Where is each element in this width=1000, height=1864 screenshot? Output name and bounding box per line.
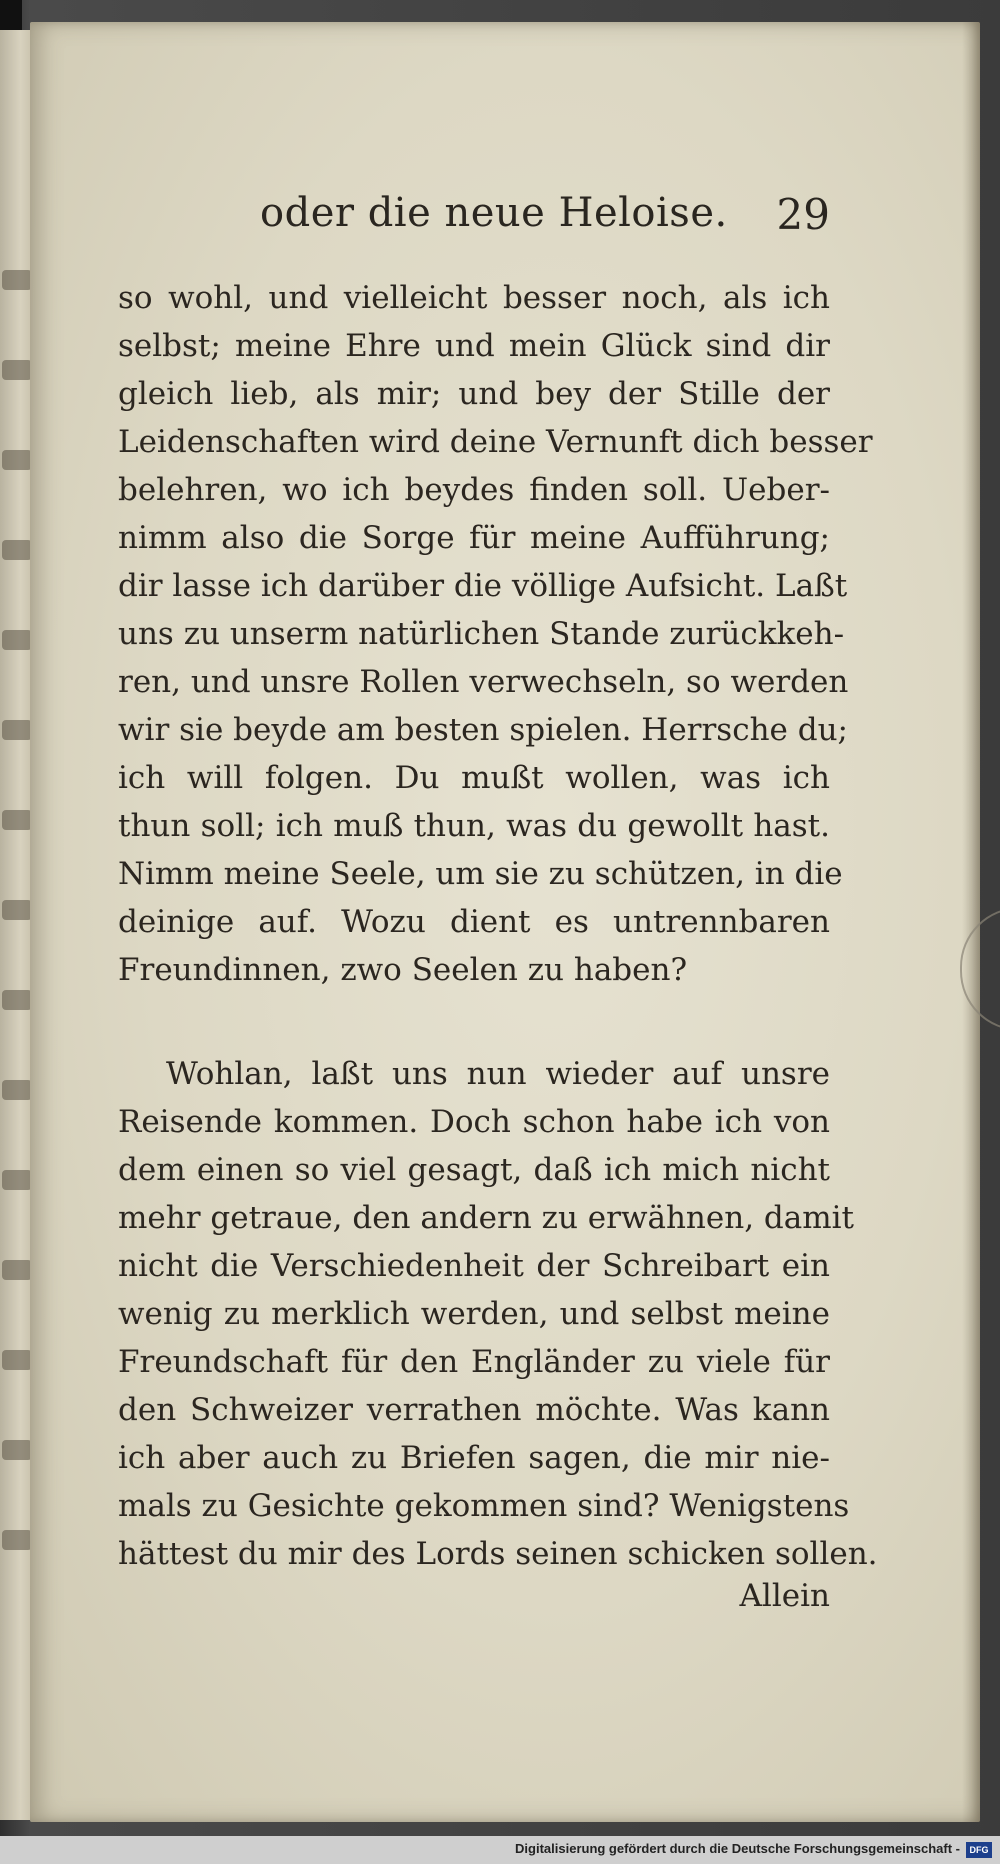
- text-line: nicht die Verschiedenheit der Schreibart ein: [118, 1248, 830, 1284]
- text-line: selbst; meine Ehre und mein Glück sind dir: [118, 328, 830, 364]
- text-line: Leidenschaften wird deine Vernunft dich besser: [118, 424, 873, 460]
- bleed-through-mark: [2, 630, 32, 650]
- text-line: dem einen so viel gesagt, daß ich mich nicht: [118, 1152, 830, 1188]
- running-header: [230, 190, 830, 250]
- bleed-through-mark: [2, 990, 32, 1010]
- text-line: dir lasse ich darüber die völlige Aufsicht. Laßt: [118, 568, 848, 604]
- funding-credit: Digitalisierung gefördert durch die Deutsche Forschungsgemeinschaft -: [515, 1841, 960, 1856]
- bleed-through-mark: [2, 810, 32, 830]
- text-line: Reisende kommen. Doch schon habe ich von: [118, 1104, 830, 1140]
- bleed-through-mark: [2, 1080, 32, 1100]
- text-line: gleich lieb, als mir; und bey der Stille der: [118, 376, 830, 412]
- text-line: uns zu unserm natürlichen Stande zurückkeh-: [118, 616, 845, 652]
- text-line: nimm also die Sorge für meine Aufführung;: [118, 520, 830, 556]
- bleed-through-mark: [2, 360, 32, 380]
- page-number: 29: [776, 190, 830, 239]
- bleed-through-mark: [2, 540, 32, 560]
- text-line: ich aber auch zu Briefen sagen, die mir nie-: [118, 1440, 830, 1476]
- text-line: thun soll; ich muß thun, was du gewollt hast.: [118, 808, 830, 844]
- text-line: wir sie beyde am besten spielen. Herrsche du;: [118, 712, 848, 748]
- text-line: wenig zu merklich werden, und selbst meine: [118, 1296, 830, 1332]
- bleed-through-mark: [2, 1530, 32, 1550]
- book-page: [30, 22, 980, 1822]
- text-line: Freundschaft für den Engländer zu viele für: [118, 1344, 830, 1380]
- bleed-through-mark: [2, 1170, 32, 1190]
- bleed-through-mark: [2, 720, 32, 740]
- body-text: [118, 274, 878, 1578]
- bleed-through-mark: [2, 270, 32, 290]
- text-line: den Schweizer verrathen möchte. Was kann: [118, 1392, 830, 1428]
- text-line: mals zu Gesichte gekommen sind? Wenigstens: [118, 1488, 850, 1524]
- bleed-through-mark: [2, 1440, 32, 1460]
- text-line: mehr getraue, den andern zu erwähnen, damit: [118, 1200, 855, 1236]
- text-line: hättest du mir des Lords seinen schicken sollen.: [118, 1536, 878, 1572]
- running-title: oder die neue Heloise.: [260, 190, 728, 236]
- text-line: belehren, wo ich beydes finden soll. Ueber-: [118, 472, 830, 508]
- text-line: Freundinnen, zwo Seelen zu haben?: [118, 952, 688, 988]
- text-line: Nimm meine Seele, um sie zu schützen, in die: [118, 856, 843, 892]
- bleed-through-mark: [2, 1350, 32, 1370]
- text-line: Wohlan, laßt uns nun wieder auf unsre: [166, 1056, 830, 1092]
- paragraph-break: [118, 994, 830, 1050]
- bleed-through-mark: [2, 1260, 32, 1280]
- text-line: ren, und unsre Rollen verwechseln, so werden: [118, 664, 849, 700]
- digitization-footer: [0, 1836, 1000, 1864]
- bleed-through-mark: [2, 450, 32, 470]
- dfg-logo: DFG: [966, 1842, 992, 1858]
- text-line: so wohl, und vielleicht besser noch, als ich: [118, 280, 830, 316]
- bleed-through-mark: [2, 900, 32, 920]
- page-edge-shadow: [962, 22, 980, 1822]
- catchword: Allein: [739, 1578, 830, 1614]
- text-line: ich will folgen. Du mußt wollen, was ich: [118, 760, 830, 796]
- text-line: deinige auf. Wozu dient es untrennbaren: [118, 904, 830, 940]
